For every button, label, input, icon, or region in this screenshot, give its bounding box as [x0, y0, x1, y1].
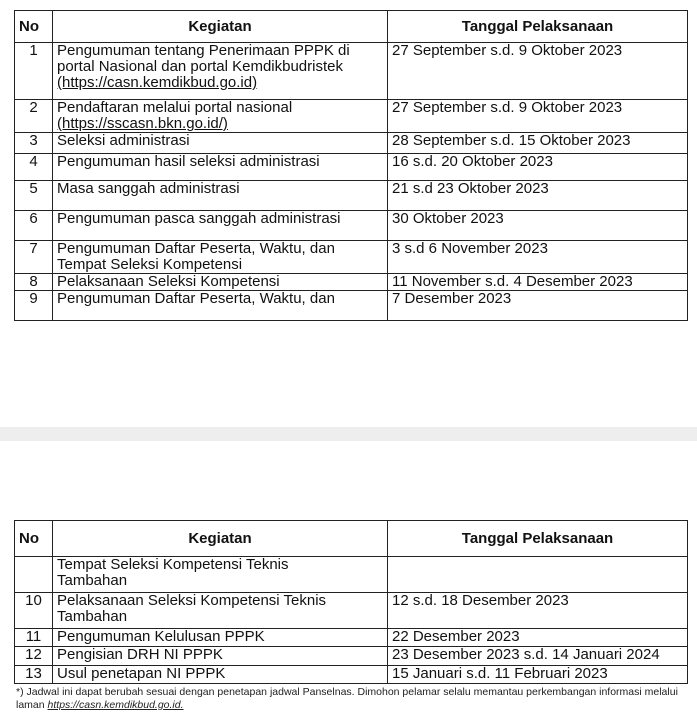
row-kegiatan [53, 100, 388, 133]
table-row [15, 133, 688, 154]
kegiatan-line: Pengumuman tentang Penerimaan PPPK di [57, 42, 350, 59]
kegiatan-line: Tambahan [57, 608, 128, 625]
kegiatan-line: Pengumuman Daftar Peserta, Waktu, dan [57, 240, 335, 257]
row-tanggal: 7 Desember 2023 [388, 291, 688, 321]
row-kegiatan [53, 291, 388, 321]
row-tanggal: 30 Oktober 2023 [388, 211, 688, 241]
row-kegiatan [53, 43, 388, 100]
row-tanggal: 27 September s.d. 9 Oktober 2023 [388, 43, 688, 100]
kegiatan-line: Usul penetapan NI PPPK [57, 665, 226, 682]
kegiatan-line: Tambahan [57, 572, 128, 589]
table-row [15, 154, 688, 181]
row-kegiatan [53, 133, 388, 154]
schedule-table-1 [14, 10, 688, 321]
kegiatan-line: Pengumuman hasil seleksi administrasi [57, 153, 320, 170]
header-kegiatan: Kegiatan [53, 521, 388, 557]
schedule-table-2 [14, 520, 688, 684]
kegiatan-line: Pelaksanaan Seleksi Kompetensi [57, 273, 280, 290]
header-kegiatan: Kegiatan [53, 11, 388, 43]
row-tanggal: 27 September s.d. 9 Oktober 2023 [388, 100, 688, 133]
kegiatan-line: portal Nasional dan portal Kemdikbudristek [57, 58, 343, 75]
row-kegiatan [53, 211, 388, 241]
row-tanggal: 28 September s.d. 15 Oktober 2023 [388, 133, 688, 154]
table-row [15, 100, 688, 133]
kegiatan-line: Seleksi administrasi [57, 132, 190, 149]
header-tanggal: Tanggal Pelaksanaan [388, 521, 688, 557]
table-row [15, 647, 688, 666]
row-number: 5 [15, 181, 53, 211]
row-number: 7 [15, 241, 53, 274]
row-kegiatan [53, 593, 388, 629]
table-row [15, 557, 688, 593]
table-row [15, 629, 688, 647]
row-tanggal: 21 s.d 23 Oktober 2023 [388, 181, 688, 211]
table-row [15, 593, 688, 629]
header-no: No [15, 11, 53, 43]
row-kegiatan [53, 181, 388, 211]
table-row [15, 666, 688, 684]
row-tanggal: 11 November s.d. 4 Desember 2023 [388, 274, 688, 291]
table-row [15, 43, 688, 100]
row-number: 9 [15, 291, 53, 321]
row-tanggal: 3 s.d 6 November 2023 [388, 241, 688, 274]
row-number: 3 [15, 133, 53, 154]
table-row [15, 241, 688, 274]
table-header-row [15, 521, 688, 557]
kegiatan-line: Pelaksanaan Seleksi Kompetensi Teknis [57, 592, 327, 609]
table-row [15, 211, 688, 241]
kegiatan-line: Tempat Seleksi Kompetensi Teknis [57, 556, 289, 573]
row-tanggal: 15 Januari s.d. 11 Februari 2023 [388, 666, 688, 684]
footnote-text: *) Jadwal ini dapat berubah sesuai dengan penetapan jadwal Panselnas. Dimohon pelamar selalu memantau perkembangan informasi melalui laman [16, 686, 678, 711]
kegiatan-link[interactable]: (https://sscasn.bkn.go.id/) [57, 115, 228, 132]
row-number: 13 [15, 666, 53, 684]
table-row [15, 291, 688, 321]
row-kegiatan [53, 647, 388, 666]
header-tanggal: Tanggal Pelaksanaan [388, 11, 688, 43]
kegiatan-line: Pengisian DRH NI PPPK [57, 646, 223, 663]
row-number [15, 557, 53, 593]
row-tanggal: 23 Desember 2023 s.d. 14 Januari 2024 [388, 647, 688, 666]
row-tanggal [388, 557, 688, 593]
row-number: 11 [15, 629, 53, 647]
kegiatan-line: Pengumuman pasca sanggah administrasi [57, 210, 341, 227]
kegiatan-line: Tempat Seleksi Kompetensi [57, 256, 243, 273]
row-kegiatan [53, 154, 388, 181]
kegiatan-line: Pengumuman Kelulusan PPPK [57, 628, 265, 645]
row-kegiatan [53, 666, 388, 684]
table-row [15, 181, 688, 211]
header-no: No [15, 521, 53, 557]
row-number: 6 [15, 211, 53, 241]
row-kegiatan [53, 557, 388, 593]
kegiatan-line: Masa sanggah administrasi [57, 180, 240, 197]
kegiatan-link[interactable]: (https://casn.kemdikbud.go.id) [57, 74, 258, 91]
row-tanggal: 12 s.d. 18 Desember 2023 [388, 593, 688, 629]
row-kegiatan [53, 274, 388, 291]
row-tanggal: 22 Desember 2023 [388, 629, 688, 647]
footnote-link[interactable]: https://casn.kemdikbud.go.id. [47, 699, 184, 711]
row-number: 12 [15, 647, 53, 666]
row-kegiatan [53, 629, 388, 647]
row-number: 2 [15, 100, 53, 133]
row-number: 4 [15, 154, 53, 181]
row-kegiatan [53, 241, 388, 274]
row-number: 1 [15, 43, 53, 100]
table-header-row [15, 11, 688, 43]
row-number: 10 [15, 593, 53, 629]
row-number: 8 [15, 274, 53, 291]
row-tanggal: 16 s.d. 20 Oktober 2023 [388, 154, 688, 181]
footnote [16, 686, 686, 712]
kegiatan-line: Pengumuman Daftar Peserta, Waktu, dan [57, 290, 335, 307]
kegiatan-line: Pendaftaran melalui portal nasional [57, 99, 293, 116]
table-row [15, 274, 688, 291]
page-separator [0, 427, 697, 441]
